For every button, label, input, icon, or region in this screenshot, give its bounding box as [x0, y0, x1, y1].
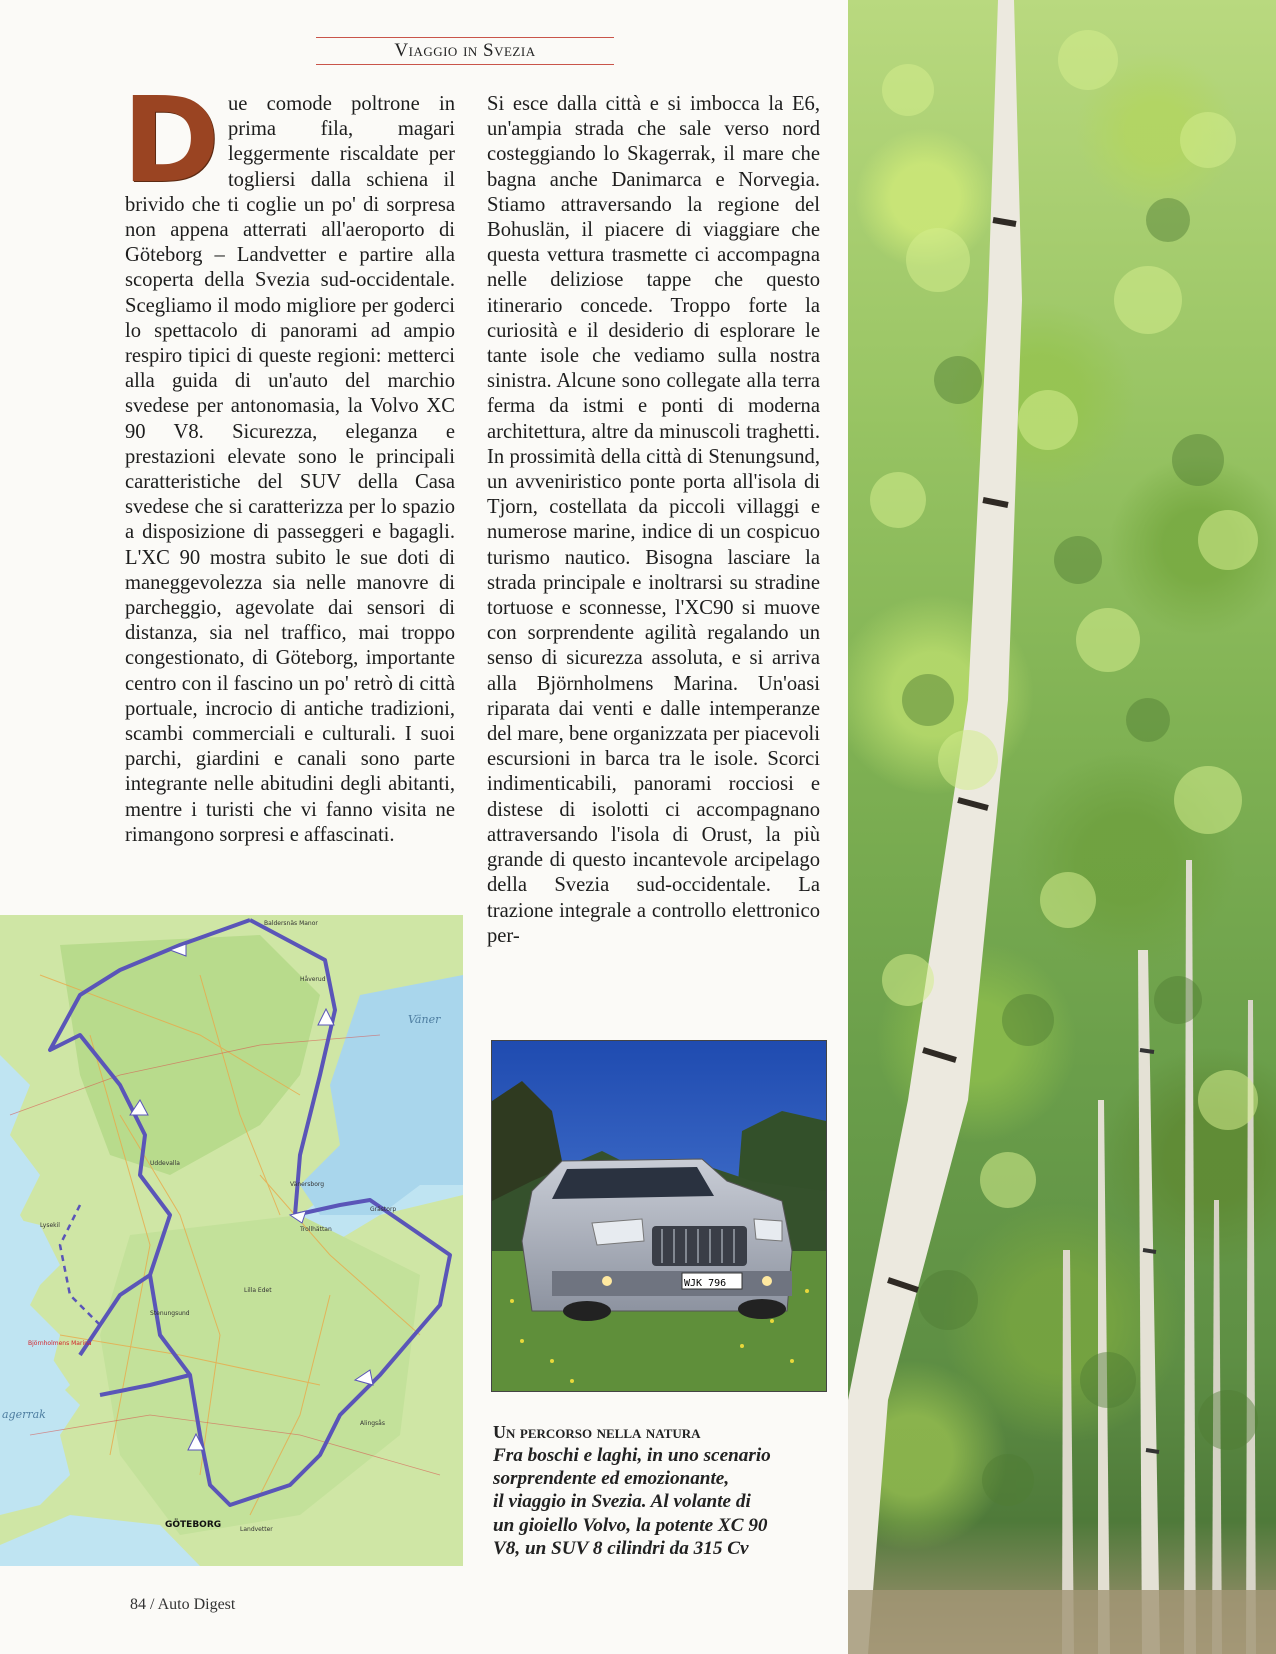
photo-caption	[493, 1422, 833, 1560]
dropcap: D	[122, 71, 220, 209]
map-label-balderton: Baldersnäs Manor	[264, 920, 318, 927]
caption-line: il viaggio in Svezia. Al volante di	[493, 1491, 751, 1513]
caption-line: sorprendente ed emozionante,	[493, 1468, 730, 1490]
caption-text	[493, 1444, 833, 1560]
route-map-graphic	[0, 915, 463, 1566]
route-map	[0, 915, 463, 1566]
map-label-trollhattan: Trollhättan	[300, 1226, 332, 1233]
map-label-vanersborg: Vänersborg	[290, 1181, 325, 1188]
section-title: Viaggio in Svezia	[340, 40, 590, 62]
map-label-skagerrak: agerrak	[2, 1408, 46, 1421]
map-label-lilla-edet: Lilla Edet	[244, 1287, 272, 1294]
birch-trees-graphic	[848, 0, 1276, 1654]
map-label-grastorp: Grästorp	[370, 1206, 397, 1213]
map-label-landvetter: Landvetter	[240, 1526, 273, 1533]
map-label-marina: Björnholmens Marina	[28, 1340, 92, 1347]
caption-line: Fra boschi e laghi, in uno scenario	[493, 1445, 771, 1466]
car-photo	[491, 1040, 827, 1392]
forest-photo	[848, 0, 1276, 1654]
license-plate: WJK 796	[684, 1278, 727, 1289]
header-rule-bottom	[316, 64, 614, 65]
map-label-alingsas: Alingsås	[360, 1420, 385, 1427]
map-label-lysekil: Lysekil	[40, 1222, 60, 1229]
car-photo-graphic	[492, 1041, 826, 1391]
map-label-goteborg: GÖTEBORG	[165, 1520, 222, 1530]
page-footer: 84 / Auto Digest	[130, 1596, 236, 1613]
header-rule-top	[316, 37, 614, 38]
map-label-vanern: Väner	[408, 1013, 441, 1026]
right-column-text: Si esce dalla città e si imbocca la E6, un'ampia strada che sale verso nord costeggiando lo Skagerrak, il mare che bagna anche Danimarca e Norvegia. Stiamo attraversando la regione del Bohuslän, il piacere di viaggiare che questa vettura trasmette ci accompagna nelle deliziose tappe che questo itinerario concede. Troppo forte la curiosità e il desiderio di esplorare le tante isole che vediamo sulla nostra sinistra. Alcune sono collegate alla terra ferma da istmi e ponti di moderna architettura, altre da minuscoli traghetti. In prossimità della città di Stenungsund, un avveniristico ponte porta all'isola di Tjorn, costellata da piccoli villaggi e numerose marine, indice di un cospicuo turismo nautico. Bisogna lasciare la strada principale e inoltrarsi su stradine tortuose e sconnesse, l'XC90 si muove con sorprendente agilità regalando un senso di sicurezza assoluta, e si arriva alla Björnholmens Marina. Un'oasi riparata dai venti e dalle intemperanze del mare, bene organizzata per piacevoli escursioni in barca tra le isole. Scorci indimenticabili, panorami rocciosi e distese di isolotti ci accompagnano attraversando l'isola di Orust, la più grande di questo incantevole arcipelago della Svezia sud-occidentale. La trazione integrale a controllo elettronico per-	[487, 93, 820, 947]
caption-line: V8, un SUV 8 cilindri da 315 Cv	[493, 1537, 749, 1559]
caption-title: Un percorso nella natura	[493, 1422, 701, 1442]
article-left-column	[122, 71, 455, 848]
caption-line: un gioiello Volvo, la potente XC 90	[493, 1514, 768, 1536]
map-label-uddevalla: Uddevalla	[150, 1160, 180, 1167]
map-label-stenungsund: Stenungsund	[150, 1310, 190, 1317]
left-column-text: ue comode poltrone in prima fila, magari leggermente riscaldate per togliersi dalla schiena il brivido che ti coglie un po' di sorpresa non appena atterrati all'aeroporto di Göteborg – Landvetter e partire alla scoperta della Svezia sud-occidentale. Scegliamo il modo migliore per goderci lo spettacolo di panorami ad ampio respiro tipici di queste regioni: metterci alla guida di un'auto del marchio svedese per antonomasia, la Volvo XC 90 V8. Sicurezza, eleganza e prestazioni elevate sono le principali caratteristiche del SUV della Casa svedese che si caratterizza per lo spazio a disposizione di passeggeri e bagagli. L'XC 90 mostra subito le sue doti di maneggevolezza sia nelle manovre di parcheggio, agevolate dai sensori di distanza, sia nel traffico, mai troppo congestionato, di Göteborg, importante centro con il fascino un po' retrò di città portuale, incrocio di antiche tradizioni, scambi commerciali e culturali. I suoi parchi, giardini e canali sono parte integrante nelle abitudini degli abitanti, mentre i turisti che vi fanno visita ne rimangono sorpresi e affascinati.	[125, 93, 455, 846]
map-label-havaruo: Håverud	[300, 976, 326, 983]
article-right-column	[487, 92, 820, 949]
